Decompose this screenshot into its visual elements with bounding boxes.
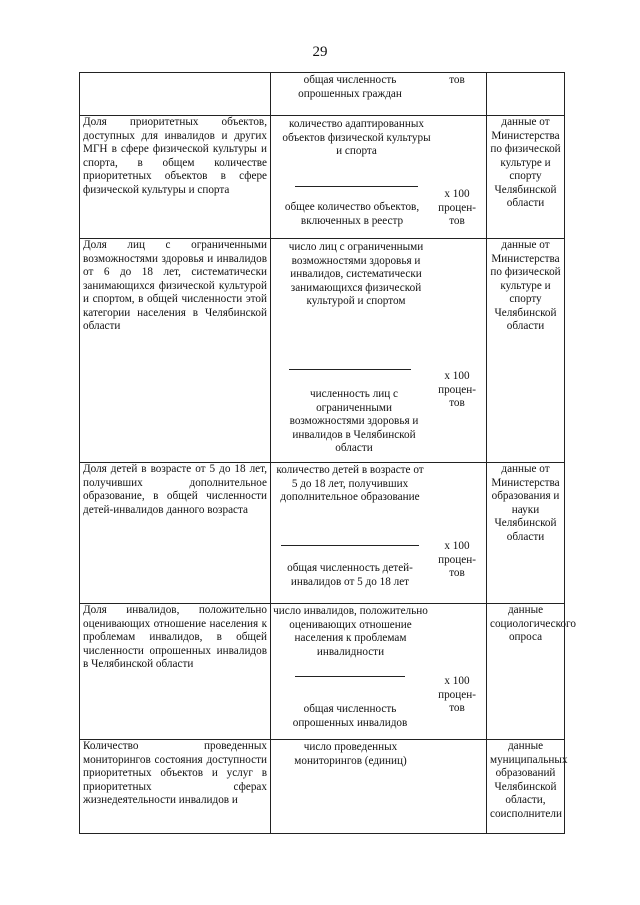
indicator-cell: Количество проведенных мониторингов состояния доступности приоритетных объектов и услуг в приоритетных сферах жизнедеятельности инвалидов и: [80, 740, 271, 834]
formula-denominator: численность лиц с ограниченными возможностями здоровья и инвалидов в Челябинской области: [289, 388, 419, 454]
indicator-cell: Доля лиц с ограниченными возможностями здоровья и инвалидов от 6 до 18 лет, систематически занимающихся физической культурой и спортом, в общей численности этой категории населения в Челябинской области: [80, 239, 271, 463]
formula-multiplier: х 100 процен-тов: [438, 540, 476, 579]
table-row: [80, 604, 565, 740]
indicators-table: [79, 72, 576, 834]
formula-numerator: число проведенных мониторингов (единиц): [294, 741, 407, 767]
formula-multiplier: х 100 процен-тов: [438, 188, 476, 227]
formula-numerator: количество детей в возрасте от 5 до 18 лет, получивших дополнительное образование: [276, 464, 424, 503]
formula-cell: [271, 740, 487, 834]
formula-cell: [271, 239, 487, 463]
fraction-line: [281, 545, 419, 546]
formula-multiplier: тов: [449, 74, 465, 86]
formula-numerator: число лиц с ограниченными возможностями здоровья и инвалидов, систематически занимающихся физической культурой и спортом: [288, 241, 424, 307]
source-cell: данные социологического опроса: [487, 604, 565, 740]
formula-multiplier: х 100 процен-тов: [438, 370, 476, 409]
indicator-cell: [80, 73, 271, 116]
indicator-cell: Доля детей в возрасте от 5 до 18 лет, получивших дополнительное образование, в общей численности детей-инвалидов данного возраста: [80, 463, 271, 604]
formula-denominator: общая численность опрошенных инвалидов: [292, 703, 408, 729]
source-cell: данные от Министерства по физической культуре и спорту Челябинской области: [487, 116, 565, 239]
formula-cell: [271, 116, 487, 239]
source-cell: данные от Министерства образования и науки Челябинской области: [487, 463, 565, 604]
formula-multiplier: х 100 процен-тов: [438, 675, 476, 714]
table-row: [80, 73, 565, 116]
formula-denominator: общее количество объектов, включенных в реестр: [284, 201, 420, 227]
source-cell: данные муниципальных образований Челябинской области, соисполнители: [487, 740, 565, 834]
page-number: 29: [312, 44, 328, 60]
formula-numerator: количество адаптированных объектов физической культуры и спорта: [282, 118, 431, 157]
table-row: [80, 740, 565, 834]
source-cell: [487, 73, 565, 116]
table-row: [80, 239, 565, 463]
indicator-cell: Доля приоритетных объектов, доступных для инвалидов и других МГН в сфере физической культуры и спорта, в общем количестве приоритетных объектов в сфере физической культуры и спорта: [80, 116, 271, 239]
formula-cell: [271, 463, 487, 604]
fraction-line: [295, 186, 418, 187]
indicator-cell: Доля инвалидов, положительно оценивающих отношение населения к проблемам инвалидов, в общей численности опрошенных инвалидов в Челябинской области: [80, 604, 271, 740]
fraction-line: [295, 676, 405, 677]
table-row: [80, 463, 565, 604]
formula-numerator: число инвалидов, положительно оценивающих отношение населения к проблемам инвалидности: [273, 605, 428, 658]
formula-cell: [271, 73, 487, 116]
formula-cell: [271, 604, 487, 740]
table-row: [80, 116, 565, 239]
formula-denominator: общая численность опрошенных граждан: [298, 74, 402, 100]
source-cell: данные от Министерства по физической культуре и спорту Челябинской области: [487, 239, 565, 463]
formula-denominator: общая численность детей-инвалидов от 5 до 18 лет: [287, 562, 413, 588]
fraction-line: [289, 369, 411, 370]
